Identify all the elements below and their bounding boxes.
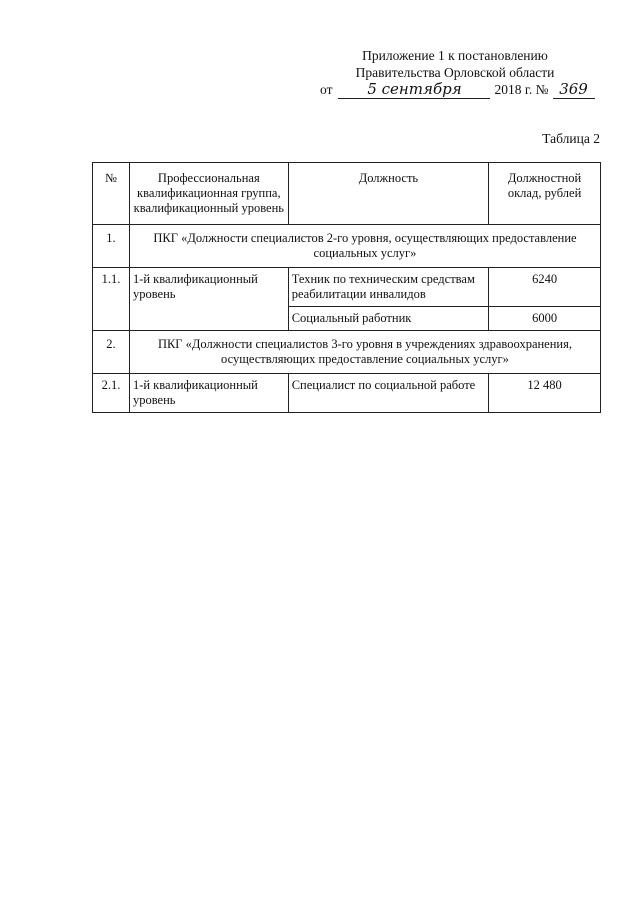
row-num: 1.1. [93,268,130,331]
position-salary: 6000 [489,307,601,331]
header-row [93,163,601,225]
header-group: Профессиональная квалификационная группа, квалификационный уровень [129,163,288,225]
header-num: № [93,163,130,225]
appendix-header [300,47,610,81]
position-name: Техник по техническим средствам реабилитации инвалидов [288,268,488,307]
section-num: 2. [93,331,130,374]
handwritten-number: 369 [553,81,595,99]
section-row [93,331,601,374]
appendix-line-2: Правительства Орловской области [355,65,555,80]
table-row [93,374,601,413]
appendix-date-line [320,81,595,99]
qualification-level: 1-й квалификационный уровень [129,374,288,413]
position-salary: 6240 [489,268,601,307]
row-num: 2.1. [93,374,130,413]
section-title: ПКГ «Должности специалистов 3-го уровня в учреждениях здравоохранения, осуществляющих предоставление социальных услуг» [129,331,600,374]
appendix-line-1: Приложение 1 к постановлению [362,48,548,63]
table-label: Таблица 2 [542,131,600,146]
position-name: Социальный работник [288,307,488,331]
year-number-label: 2018 г. № [494,82,549,97]
salary-table [92,162,601,413]
position-salary: 12 480 [489,374,601,413]
section-num: 1. [93,225,130,268]
position-name: Специалист по социальной работе [288,374,488,413]
qualification-level: 1-й квалификационный уровень [129,268,288,331]
table-row [93,268,601,307]
section-row [93,225,601,268]
section-title: ПКГ «Должности специалистов 2-го уровня, осуществляющих предоставление социальных услуг» [129,225,600,268]
header-position: Должность [288,163,488,225]
header-salary: Должностной оклад, рублей [489,163,601,225]
from-label: от [320,82,333,97]
handwritten-date: 5 сентября [338,81,490,99]
